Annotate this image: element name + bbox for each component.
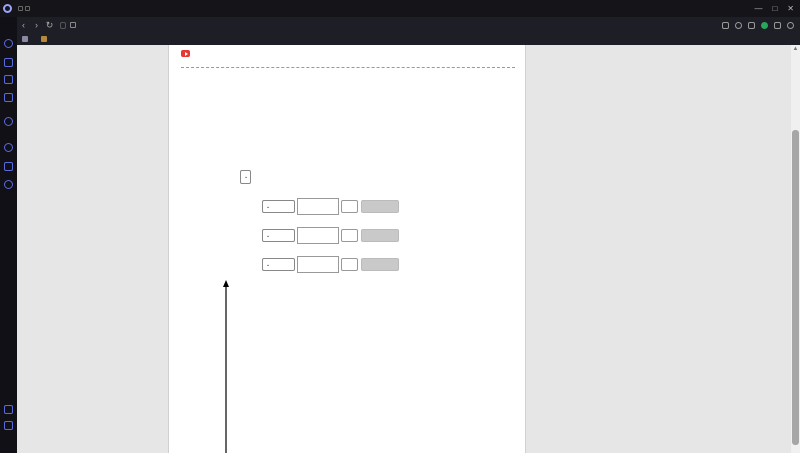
inequality-row-3 bbox=[210, 256, 399, 273]
sidebar-menu-icon[interactable] bbox=[4, 421, 13, 430]
page-content bbox=[17, 45, 800, 453]
vpn-badge[interactable] bbox=[60, 22, 66, 29]
forward-icon[interactable]: › bbox=[35, 20, 38, 30]
inequality-row-2 bbox=[210, 227, 399, 244]
reload-icon[interactable]: ↻ bbox=[45, 19, 54, 30]
scroll-up-arrow-icon[interactable]: ▲ bbox=[792, 46, 799, 52]
chevron-down-icon: ⌄ bbox=[244, 174, 249, 180]
twitch-icon[interactable] bbox=[4, 75, 13, 84]
bookmark-icon[interactable] bbox=[748, 22, 755, 29]
close-icon[interactable]: ✕ bbox=[787, 4, 794, 13]
window-controls bbox=[754, 4, 800, 13]
minimize-icon[interactable]: — bbox=[754, 4, 763, 13]
browser-sidebar bbox=[0, 17, 17, 453]
plot-button[interactable] bbox=[341, 229, 358, 242]
inequality-input[interactable] bbox=[297, 227, 339, 244]
inequality-row-1 bbox=[210, 198, 399, 215]
plot-button[interactable] bbox=[341, 200, 358, 213]
address-bar bbox=[0, 17, 800, 33]
switch-shade-button[interactable] bbox=[361, 258, 399, 271]
graph-canvas[interactable] bbox=[207, 273, 397, 453]
y-axis-arrow bbox=[223, 280, 229, 287]
tab-strip-controls[interactable] bbox=[15, 6, 33, 11]
history-icon[interactable] bbox=[4, 143, 13, 152]
extensions-icon[interactable] bbox=[4, 162, 13, 171]
download-icon[interactable] bbox=[774, 22, 781, 29]
bookmarks-bar bbox=[0, 33, 800, 45]
problem-card bbox=[168, 45, 526, 453]
player-icon[interactable] bbox=[4, 117, 13, 126]
switch-shade-button[interactable] bbox=[361, 200, 399, 213]
extension-icon[interactable] bbox=[761, 22, 768, 29]
inequality-input[interactable] bbox=[297, 256, 339, 273]
snapshot-icon[interactable] bbox=[735, 22, 742, 29]
opera-logo-icon[interactable] bbox=[0, 0, 15, 17]
shopping-icon[interactable] bbox=[4, 58, 13, 67]
scroll-thumb[interactable] bbox=[792, 130, 799, 445]
account-icon[interactable] bbox=[787, 22, 794, 29]
maximize-icon[interactable]: □ bbox=[772, 4, 778, 13]
wallet-icon[interactable] bbox=[4, 93, 13, 102]
chevron-down-icon: ⌄ bbox=[266, 203, 271, 210]
chevron-down-icon: ⌄ bbox=[266, 261, 271, 268]
settings-icon[interactable] bbox=[4, 180, 13, 189]
lock-icon[interactable] bbox=[70, 22, 76, 28]
bookmark-roblox[interactable] bbox=[22, 36, 31, 42]
address-bar-tools bbox=[722, 22, 800, 29]
chevron-down-icon: ⌄ bbox=[266, 232, 271, 239]
inequality-sign-select[interactable] bbox=[262, 200, 295, 213]
camera-icon[interactable] bbox=[722, 22, 729, 29]
number-of-inequalities bbox=[234, 170, 251, 184]
watch-help-video-link[interactable] bbox=[181, 50, 195, 57]
browser-tab-bar bbox=[0, 0, 800, 17]
bookmark-blade-sorcery[interactable] bbox=[41, 36, 50, 42]
sword-icon bbox=[41, 36, 47, 42]
pinboard-icon[interactable] bbox=[4, 405, 13, 414]
speed-dial-icon[interactable] bbox=[4, 39, 13, 48]
back-icon[interactable]: ‹ bbox=[22, 20, 25, 30]
plot-button[interactable] bbox=[341, 258, 358, 271]
number-of-inequalities-select[interactable] bbox=[240, 170, 251, 184]
divider bbox=[181, 67, 515, 68]
video-play-icon bbox=[181, 50, 190, 57]
inequality-input[interactable] bbox=[297, 198, 339, 215]
inequality-sign-select[interactable] bbox=[262, 258, 295, 271]
page-scrollbar[interactable] bbox=[791, 45, 800, 453]
switch-shade-button[interactable] bbox=[361, 229, 399, 242]
roblox-icon bbox=[22, 36, 28, 42]
inequality-sign-select[interactable] bbox=[262, 229, 295, 242]
